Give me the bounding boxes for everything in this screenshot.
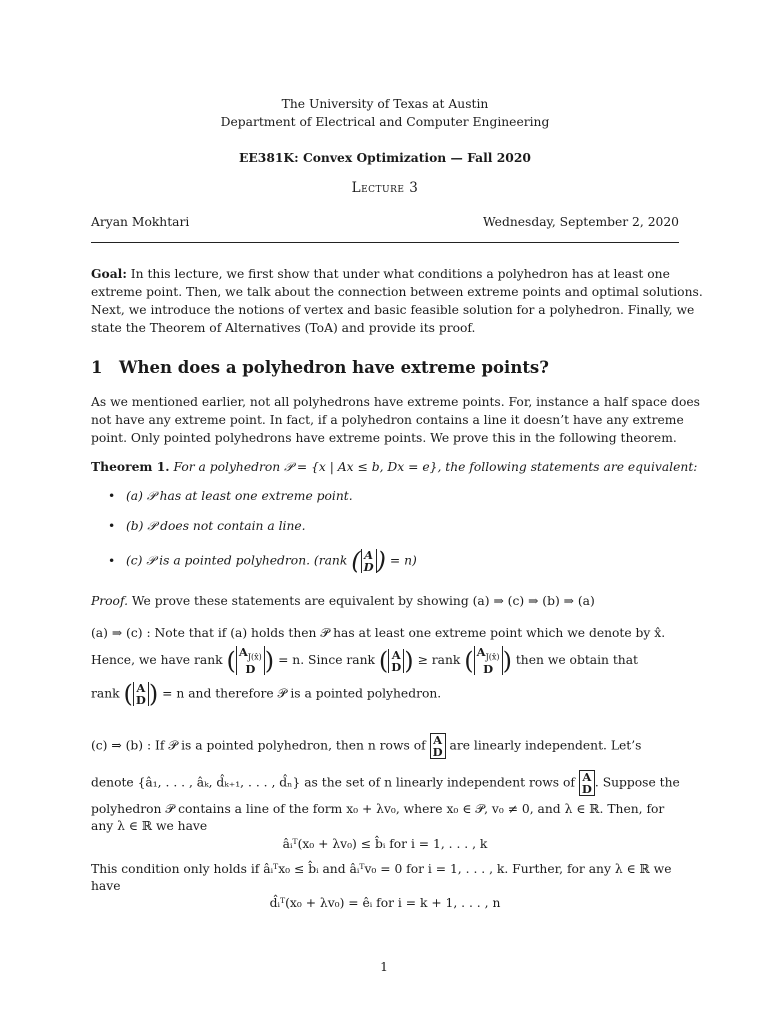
lecture-number: Lecture 3 — [351, 180, 419, 196]
matrix-AD: A D — [361, 549, 377, 573]
theorem-statement: Theorem 1. For a polyhedron 𝒫 = {x | Ax ≤ b, Dx = e}, the following statements are equivalent: — [91, 459, 698, 474]
section-heading — [91, 359, 549, 377]
date: Wednesday, September 2, 2020 — [483, 215, 679, 229]
equation-1: âᵢᵀ(x₀ + λv₀) ≤ b̂ᵢ for i = 1, . . . , k — [282, 837, 488, 851]
header-rule — [91, 242, 679, 243]
matrix-AJD: $A_{J(x̂)}$ D — [236, 646, 265, 675]
proof-label: Proof. — [91, 594, 128, 608]
matrix-AJD: $A_{J(x̂)}$ D — [474, 646, 503, 675]
proof-cb-line-3: polyhedron 𝒫 contains a line of the form x₀ + λv₀, where x₀ ∈ 𝒫, v₀ ≠ 0, and λ ∈ ℝ. Then, for — [91, 802, 665, 816]
bullet-icon: • — [108, 553, 116, 568]
theorem-label: Theorem 1. — [91, 459, 170, 474]
theorem-item-b: • (b) 𝒫 does not contain a line. — [108, 519, 306, 533]
course-title: EE381K: Convex Optimization — Fall 2020 — [239, 150, 531, 165]
goal-line-4: state the Theorem of Alternatives (ToA) and provide its proof. — [91, 321, 476, 335]
bullet-icon: • — [108, 519, 116, 533]
proof-intro: Proof. We prove these statements are equivalent by showing (a) ⇒ (c) ⇒ (b) ⇒ (a) — [91, 594, 595, 608]
university-name: The University of Texas at Austin — [281, 97, 489, 111]
matrix-AD: A D — [388, 649, 404, 673]
proof-cb-line-5: This condition only holds if âᵢᵀx₀ ≤ b̂ᵢ and âᵢᵀv₀ = 0 for i = 1, . . . , k. Further, for any λ ∈ ℝ we — [91, 862, 672, 876]
equation-2: d̂ᵢᵀ(x₀ + λv₀) = êᵢ for i = k + 1, . . . , n — [269, 896, 501, 910]
bullet-icon: • — [108, 489, 116, 503]
proof-ac-line-3: rank ( A D ) = n and therefore 𝒫 is a pointed polyhedron. — [91, 680, 442, 708]
proof-cb-line-4: any λ ∈ ℝ we have — [91, 819, 208, 833]
page-number: 1 — [380, 960, 388, 974]
proof-cb-line-6: have — [91, 879, 121, 893]
matrix-AD: A D — [430, 733, 446, 759]
author: Aryan Mokhtari — [91, 215, 190, 229]
intro-line-1: As we mentioned earlier, not all polyhedrons have extreme points. For, instance a half space does — [91, 395, 700, 409]
goal-line-1: Goal: In this lecture, we first show that under what conditions a polyhedron has at least one — [91, 266, 670, 281]
goal-line-3: Next, we introduce the notions of vertex and basic feasible solution for a polyhedron. Finally, we — [91, 303, 695, 317]
goal-line-2: extreme point. Then, we talk about the connection between extreme points and optimal solutions. — [91, 285, 703, 299]
intro-line-3: point. Only pointed polyhedrons have extreme points. We prove this in the following theorem. — [91, 431, 677, 445]
matrix-AD: A D — [579, 770, 595, 796]
intro-line-2: not have any extreme point. In fact, if a polyhedron contains a line it doesn’t have any extreme — [91, 413, 684, 427]
proof-cb-line-1: (c) ⇒ (b) : If 𝒫 is a pointed polyhedron, then n rows of A D are linearly independent. Let’s — [91, 733, 642, 759]
proof-cb-line-2: denote {â₁, . . . , âₖ, d̂ₖ₊₁, . . . , d̂ₙ} as the set of n linearly independent rows of A D . Suppose the — [91, 770, 680, 796]
goal-label: Goal: — [91, 266, 127, 281]
matrix-AD: A D — [133, 682, 149, 706]
section-number: 1 — [91, 358, 103, 377]
section-title: When does a polyhedron have extreme points? — [119, 358, 549, 377]
department-name: Department of Electrical and Computer Engineering — [220, 115, 550, 129]
theorem-item-a: • (a) 𝒫 has at least one extreme point. — [108, 489, 353, 503]
proof-ac-line-1: (a) ⇒ (c) : Note that if (a) holds then 𝒫 has at least one extreme point which we denote by x̂. — [91, 626, 666, 640]
theorem-item-c: • (c) 𝒫 is a pointed polyhedron. (rank ( A D ) = n) — [108, 547, 417, 575]
proof-ac-line-2: Hence, we have rank ( $A_{J(x̂)}$ D ) = n. Since rank ( A D ) ≥ rank ( $A_{J(x̂)}$ D ) then we obtain that — [91, 645, 638, 677]
